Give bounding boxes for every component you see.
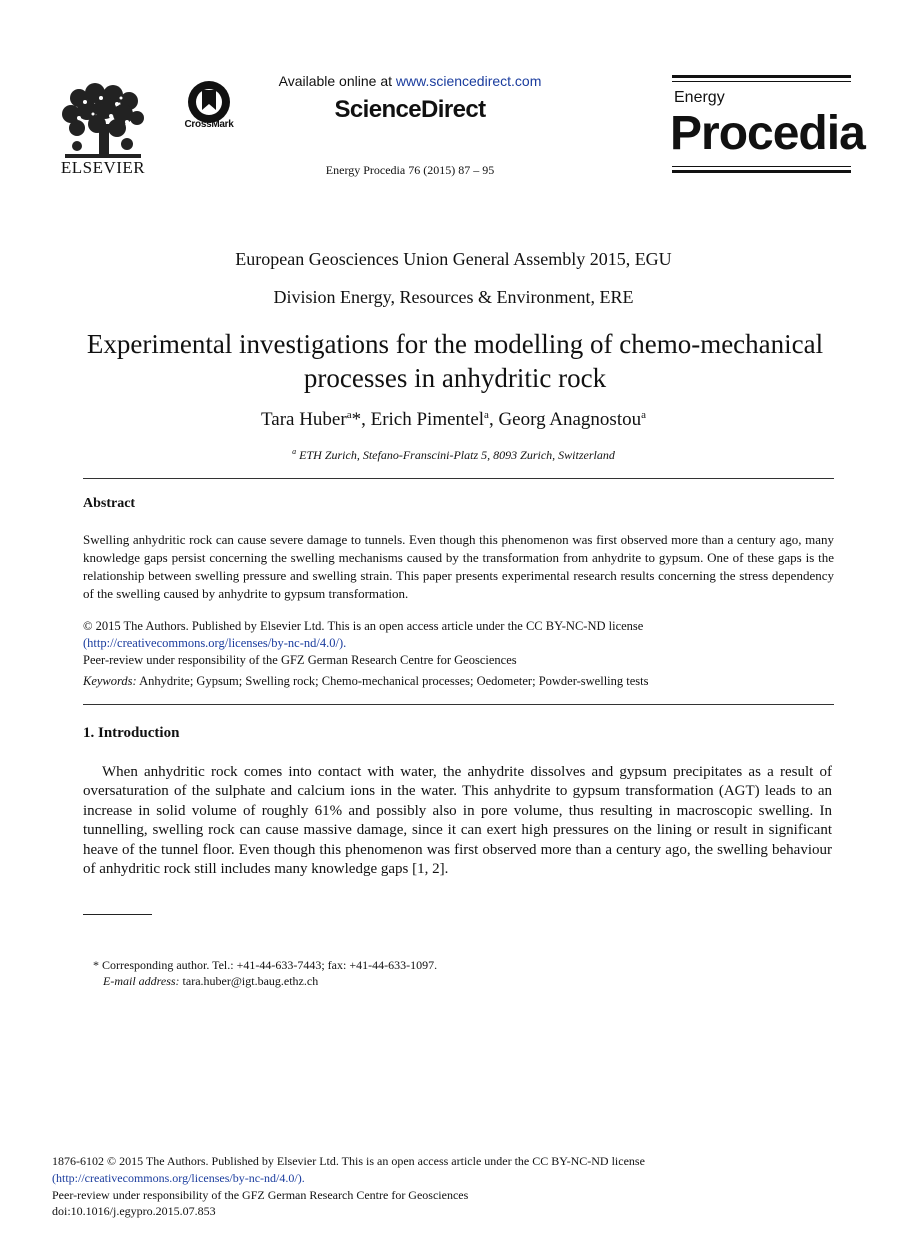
procedia-bottom-rule [672, 170, 851, 173]
email-address[interactable]: tara.huber@igt.baug.ethz.ch [179, 974, 319, 988]
footer-license-line [52, 1171, 305, 1186]
abstract-text: Swelling anhydritic rock can cause severe damage to tunnels. Even though this phenomenon was first observed more than a century ago, many knowledge gaps persist concerning the swelling mechanisms caused by the transformation from anhydrite to gypsum. One of these gaps is the relationship between swelling pressure and swelling strain. This paper presents experimental research results concerning the stress dependency of the swelling caused by anhydrite to gypsum transformation. [83, 532, 834, 601]
introduction-text: When anhydritic rock comes into contact with water, the anhydrite dissolves and gypsum precipitates as a result of oversaturation of the sulphate and calcium ions in the water. This anhydrite to gypsum transformation (AGT) leads to an increase in solid volume of roughly 61% and possibly also in pore volume, thus resulting in macroscopic swelling. In tunnelling, swelling rock can cause massive damage, since it can exert high pressures on the lining or result in significant heave of the tunnel floor. Even though this phenomenon was first observed more than a century ago, the swelling behaviour of anhydritic rock still includes many knowledge gaps [1, 2]. [83, 764, 832, 878]
crossmark-label: CrossMark [184, 119, 234, 130]
author-affil-mark: a [484, 409, 489, 421]
publisher-name: ELSEVIER [60, 158, 146, 177]
available-online [240, 73, 580, 89]
author-name: Georg Anagnostou [498, 409, 642, 430]
sciencedirect-link[interactable]: www.sciencedirect.com [395, 73, 542, 89]
affiliation-mark: a [292, 447, 297, 456]
divider-bottom [83, 704, 834, 705]
divider-top [83, 478, 834, 479]
footer-license-link[interactable]: (http://creativecommons.org/licenses/by-nc-nd/4.0/). [52, 1171, 305, 1185]
section-heading: 1. Introduction [83, 725, 180, 741]
procedia-bottom-rule-thin [672, 166, 851, 167]
author-name: Tara Huber [260, 409, 347, 430]
footer-doi[interactable]: doi:10.1016/j.egypro.2015.07.853 [52, 1204, 216, 1218]
email-line [103, 974, 318, 989]
footnote-rule [83, 914, 152, 915]
journal-reference: Energy Procedia 76 (2015) 87 – 95 [325, 163, 495, 177]
procedia-top-rule-thin [672, 81, 851, 82]
footer-issn-line: 1876-6102 © 2015 The Authors. Published by Elsevier Ltd. This is an open access article under the CC BY-NC-ND license [52, 1154, 645, 1168]
license-link[interactable]: (http://creativecommons.org/licenses/by-nc-nd/4.0/). [83, 636, 347, 650]
author-affil-mark: a [641, 409, 646, 421]
email-label: E-mail address: [103, 974, 180, 988]
conference-line-2: Division Energy, Resources & Environment, ERE [273, 287, 634, 307]
footer-peer-review: Peer-review under responsibility of the GFZ German Research Centre for Geosciences [52, 1188, 469, 1202]
corresponding-author-note: * Corresponding author. Tel.: +41-44-633-7443; fax: +41-44-633-1097. [93, 958, 438, 972]
license-line [83, 636, 346, 651]
paper-title: Experimental investigations for the modelling of chemo-mechanical processes in anhydritic rock [86, 329, 824, 393]
abstract-heading: Abstract [83, 496, 136, 511]
journal-big-name: Procedia [670, 107, 865, 160]
author-name: Erich Pimentel [370, 409, 485, 430]
keywords-label: Keywords: [83, 674, 137, 688]
journal-small-name: Energy [674, 89, 725, 106]
procedia-top-rule [672, 75, 851, 78]
affiliation [0, 447, 907, 463]
author-list: Tara Huber$^a$*, Erich Pimentel$^a$, Georg Anagnostou$^a$ [260, 409, 646, 430]
keywords-line [83, 674, 649, 689]
corresponding-mark: * [351, 409, 362, 430]
copyright-line: © 2015 The Authors. Published by Elsevier Ltd. This is an open access article under the CC BY-NC-ND license [83, 619, 644, 633]
author-affil-mark: a [346, 409, 352, 421]
peer-review-line: Peer-review under responsibility of the GFZ German Research Centre for Geosciences [83, 653, 517, 667]
affiliation-text: ETH Zurich, Stefano-Franscini-Platz 5, 8093 Zurich, Switzerland [299, 448, 615, 462]
keywords-text: Anhydrite; Gypsum; Swelling rock; Chemo-mechanical processes; Oedometer; Powder-swelling tests [136, 674, 649, 688]
conference-line-1: European Geosciences Union General Assembly 2015, EGU [235, 249, 672, 269]
available-prefix: Available online at [278, 73, 396, 89]
platform-name: ScienceDirect [334, 96, 486, 123]
